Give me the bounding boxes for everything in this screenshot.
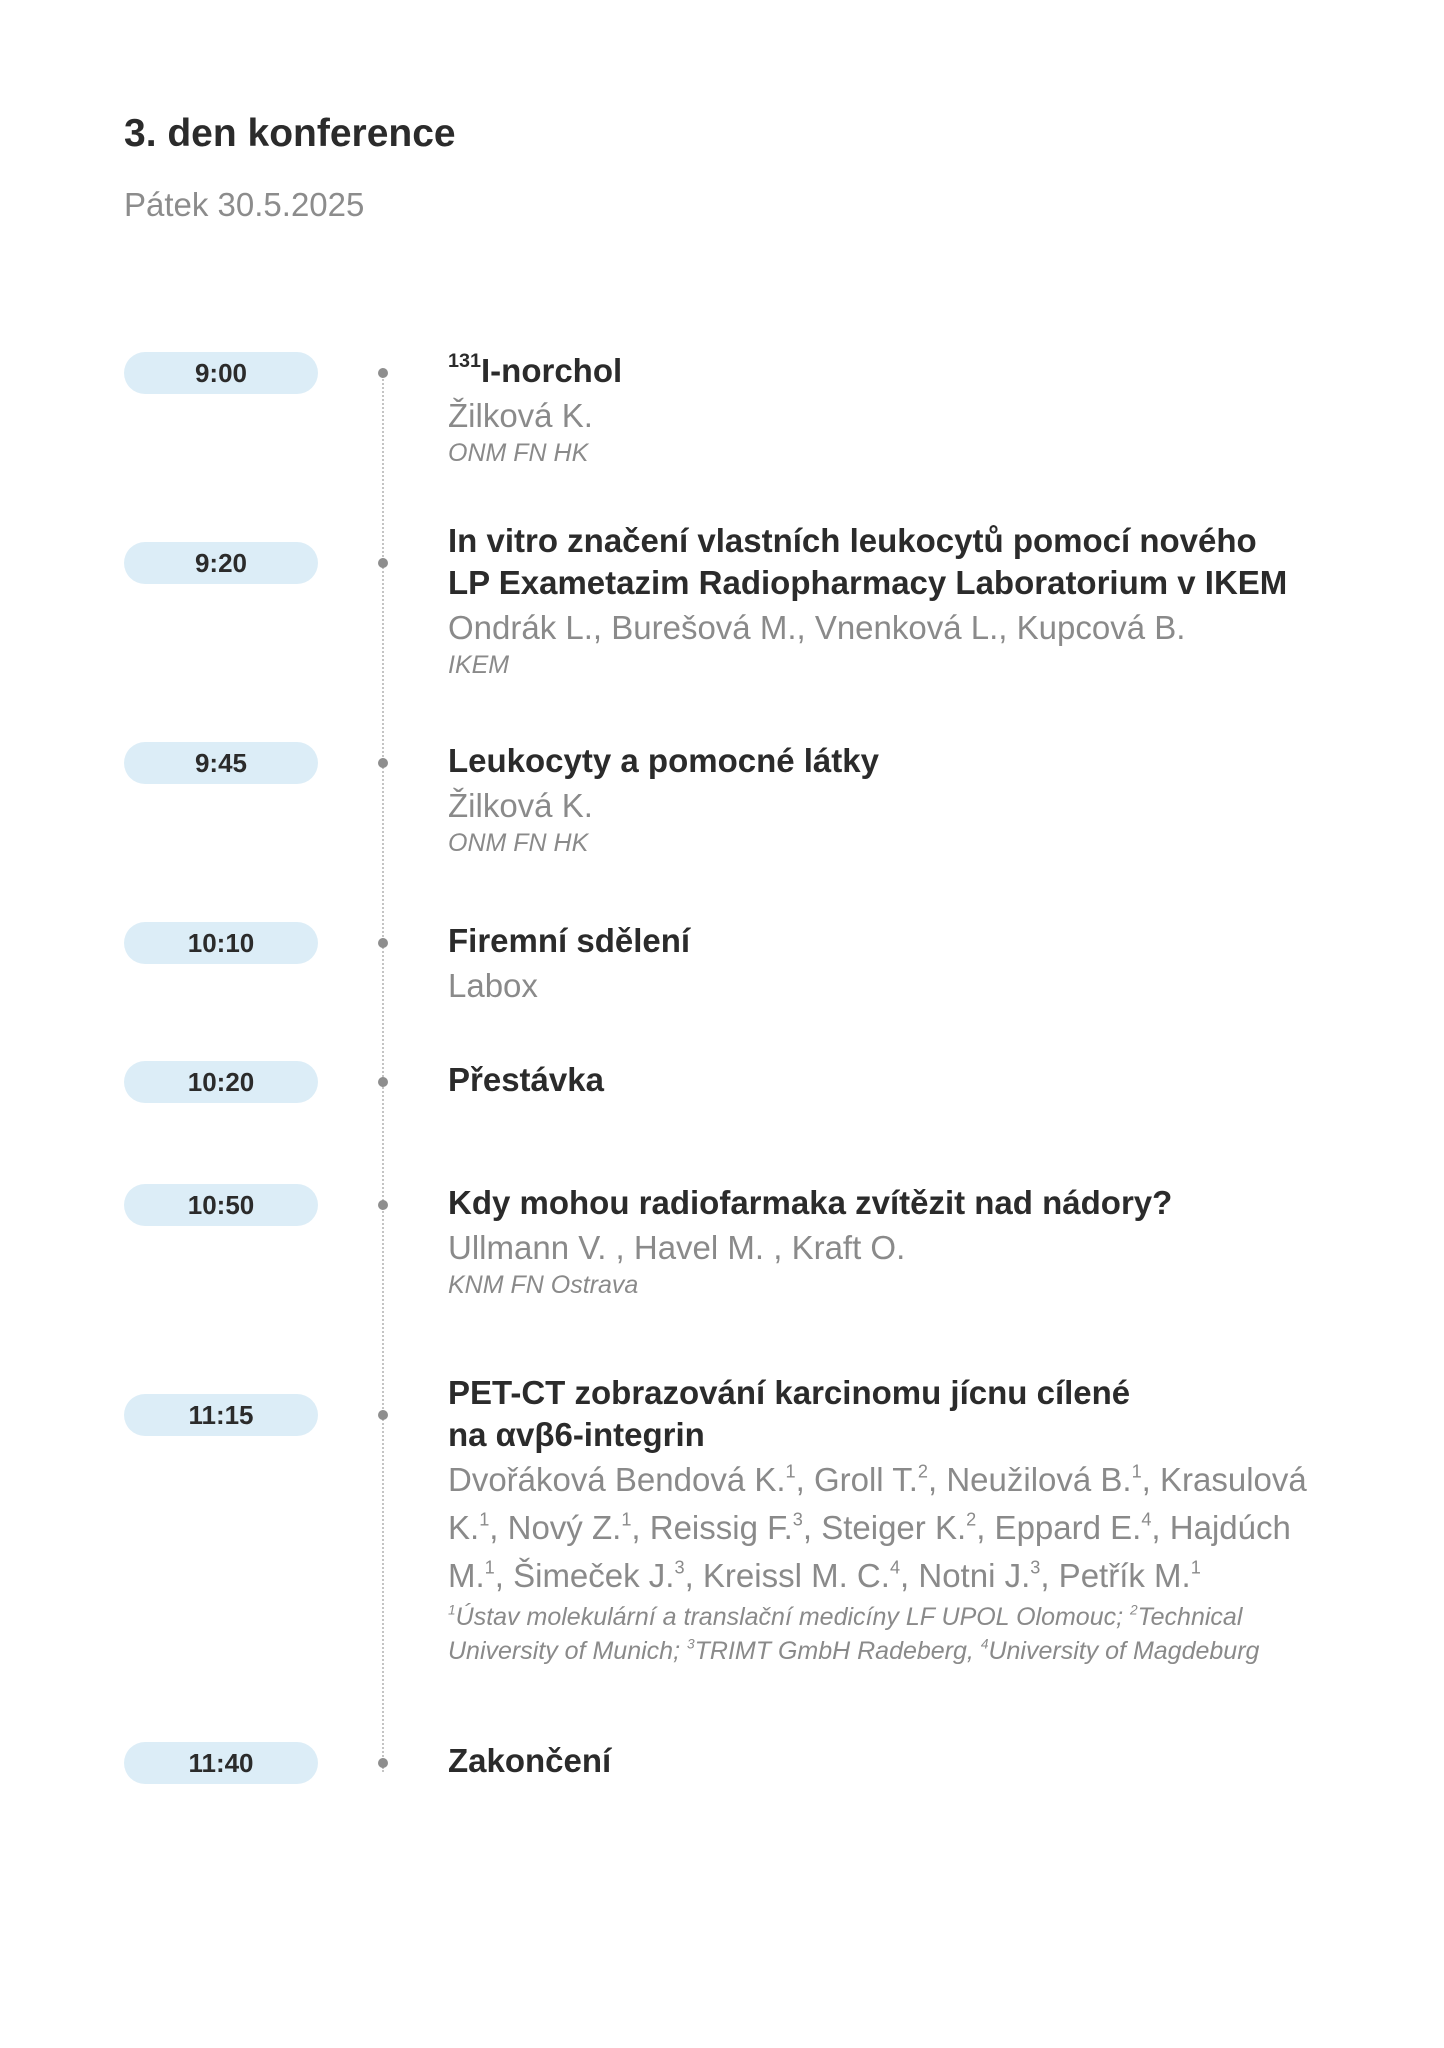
affiliation-mark: 1 (479, 1509, 490, 1530)
talk-institution (448, 1600, 1348, 1668)
affiliation-mark: 2 (966, 1509, 977, 1530)
affiliation-name: Ústav molekulární a translační medicíny LF UPOL Olomouc; (455, 1603, 1131, 1631)
affiliation-mark: 3 (674, 1557, 685, 1578)
affiliation-mark: 4 (889, 1557, 901, 1578)
timeline-dot (378, 368, 388, 378)
affiliation-mark: 1 (785, 1461, 796, 1482)
affiliation-mark: 3 (1030, 1557, 1041, 1578)
talk-title: Přestávka (448, 1061, 604, 1098)
author-name: , Eppard E. (976, 1509, 1142, 1546)
time-badge: 11:40 (124, 1742, 318, 1784)
author-name: , Reissig F. (631, 1509, 793, 1546)
talk-institution: IKEM (448, 651, 510, 679)
timeline-dot (378, 938, 388, 948)
affiliation-mark: 2 (1130, 1602, 1138, 1618)
talk-title: Zakončení (448, 1742, 612, 1779)
timeline-dot (378, 1410, 388, 1420)
author-name: , Kreissl M. C. (684, 1557, 890, 1594)
time-badge: 9:00 (124, 352, 318, 394)
page-title: 3. den konference (124, 112, 456, 155)
timeline-dot (378, 758, 388, 768)
talk-title: PET-CT zobrazování karcinomu jícnu cílené na αvβ6-integrin (448, 1374, 1131, 1453)
affiliation-mark: 3 (686, 1636, 695, 1652)
talk-title: $^{131}$I-norchol (448, 350, 623, 389)
author-name: , Hajdúch M. (448, 1509, 1291, 1594)
talk-authors: Labox (448, 967, 538, 1004)
talk-title: In vitro značení vlastních leukocytů pomocí nového LP Exametazim Radiopharmacy Laboratorium v IKEM (448, 522, 1288, 601)
author-name: , Nový Z. (489, 1509, 622, 1546)
author-name: Dvořáková Bendová K. (448, 1461, 786, 1498)
time-badge: 10:10 (124, 922, 318, 964)
talk-authors (448, 1456, 1348, 1600)
timeline-dot (378, 1077, 388, 1087)
author-name: , Petřík M. (1040, 1557, 1191, 1594)
time-badge: 10:50 (124, 1184, 318, 1226)
author-name: , Groll T. (795, 1461, 918, 1498)
time-badge: 11:15 (124, 1394, 318, 1436)
time-badge: 10:20 (124, 1061, 318, 1103)
affiliation-mark: 1 (1190, 1557, 1201, 1578)
affiliation-mark: 1 (1131, 1461, 1142, 1482)
affiliation-mark: 2 (917, 1461, 928, 1482)
isotope-superscript: 131 (448, 350, 482, 373)
page-date: Pátek 30.5.2025 (124, 186, 365, 223)
time-badge: 9:45 (124, 742, 318, 784)
time-badge: 9:20 (124, 542, 318, 584)
affiliation-mark: 1 (484, 1557, 495, 1578)
author-name: , Notni J. (900, 1557, 1031, 1594)
author-name: , Neužilová B. (927, 1461, 1132, 1498)
talk-institution: ONM FN HK (448, 439, 589, 467)
talk-title: Firemní sdělení (448, 922, 691, 959)
author-name: , Šimeček J. (494, 1557, 675, 1594)
talk-authors: Ullmann V. , Havel M. , Kraft O. (448, 1229, 906, 1266)
affiliation-mark: 4 (1141, 1509, 1152, 1530)
author-name: , Krasulová K. (448, 1461, 1307, 1546)
talk-authors: Ondrák L., Burešová M., Vnenková L., Kupcová B. (448, 609, 1186, 646)
affiliation-mark: 3 (792, 1509, 803, 1530)
author-name: , Steiger K. (802, 1509, 967, 1546)
timeline-line (382, 372, 384, 1772)
timeline-dot (378, 558, 388, 568)
affiliation-name: TRIMT GmbH Radeberg, (694, 1637, 981, 1665)
talk-institution: ONM FN HK (448, 829, 589, 857)
talk-authors: Žilková K. (448, 787, 593, 824)
timeline-dot (378, 1200, 388, 1210)
talk-title: Kdy mohou radiofarmaka zvítězit nad nádory? (448, 1184, 1173, 1221)
talk-authors: Žilková K. (448, 397, 593, 434)
timeline-dot (378, 1758, 388, 1768)
affiliation-name: University of Magdeburg (988, 1637, 1260, 1665)
talk-institution: KNM FN Ostrava (448, 1271, 639, 1299)
affiliation-mark: 1 (621, 1509, 632, 1530)
affiliation-name: Technical University of Munich; (448, 1603, 1243, 1665)
talk-title: Leukocyty a pomocné látky (448, 742, 879, 779)
affiliation-mark: 4 (980, 1636, 989, 1652)
affiliation-mark: 1 (448, 1602, 456, 1618)
